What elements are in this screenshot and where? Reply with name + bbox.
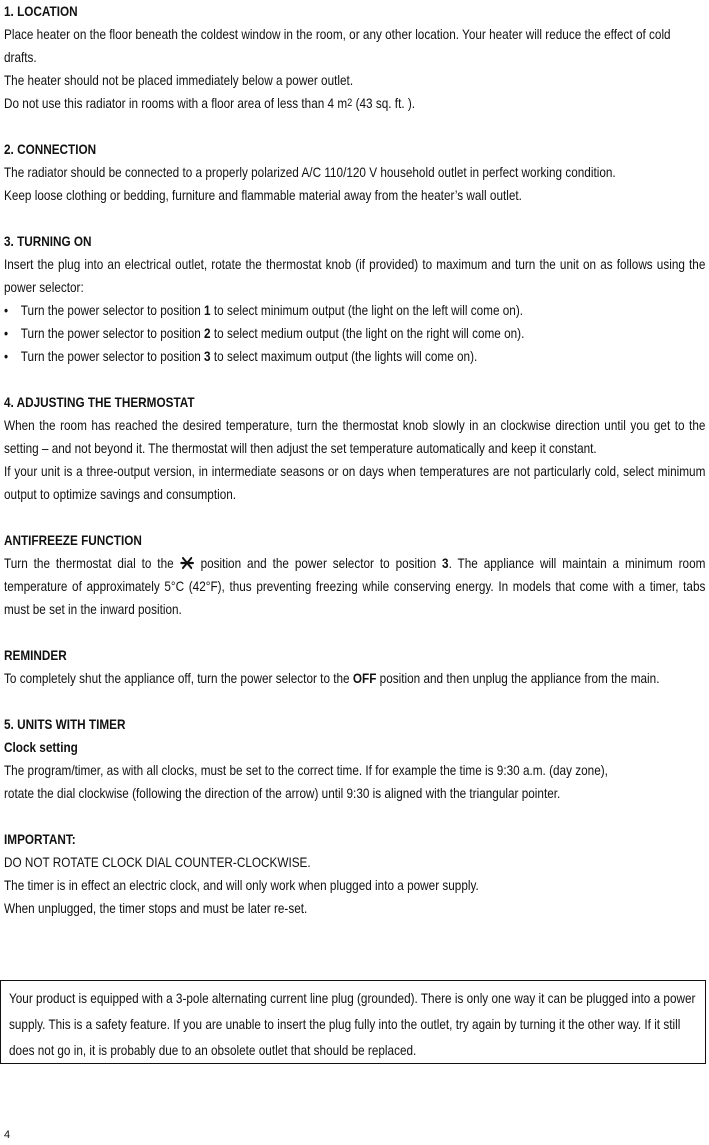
manual-body <box>4 0 705 920</box>
section-important <box>4 828 705 920</box>
text-run: to select medium output (the light on the right will come on). <box>210 325 525 341</box>
section-reminder <box>4 644 705 690</box>
paragraph: Insert the plug into an electrical outlet, rotate the thermostat knob (if provided) to maximum and turn the unit on as follows using the power selector: <box>4 256 706 295</box>
text-run: Do not use this radiator in rooms with a floor area of less than 4 m <box>4 95 348 111</box>
section-turning-on <box>4 230 705 368</box>
text-run: Turn the power selector to position <box>20 348 205 364</box>
safety-notice-box <box>0 980 706 1064</box>
text-run: . The appliance will maintain a minimum room temperature of approximately 5°C (42°F), thus preventing freezing while conserving energy. In models that come with a timer, tabs must be set in the inward position. <box>4 555 706 617</box>
section-heading: ANTIFREEZE FUNCTION <box>4 532 142 548</box>
paragraph: The heater should not be placed immediately below a power outlet. <box>4 72 354 88</box>
list-item <box>4 299 705 322</box>
text-run: Turn the thermostat dial to the <box>4 555 180 571</box>
paragraph: DO NOT ROTATE CLOCK DIAL COUNTER-CLOCKWISE. <box>4 854 311 870</box>
safety-notice-text: Your product is equipped with a 3-pole alternating current line plug (grounded). There is only one way it can be plugged into a power supply. This is a safety feature. If you are unable to insert the plug fully into the outlet, try again by turning it the other way. If it still does not go in, it is probably due to an obsolete outlet that should be replaced. <box>9 990 696 1058</box>
text-run: to select minimum output (the light on the left will come on). <box>210 302 524 318</box>
section-connection <box>4 138 705 207</box>
section-heading: 2. CONNECTION <box>4 141 97 157</box>
page-number: 4 <box>4 1129 11 1141</box>
text-run: to select maximum output (the lights will come on). <box>210 348 478 364</box>
snowflake-icon <box>180 556 195 570</box>
section-heading: 1. LOCATION <box>4 3 78 19</box>
list-item <box>4 345 705 368</box>
text-run: Turn the power selector to position <box>20 302 205 318</box>
paragraph: Place heater on the floor beneath the coldest window in the room, or any other location. Your heater will reduce the effect of cold drafts. <box>4 26 671 65</box>
superscript: 2 <box>347 97 353 109</box>
bullet-list <box>4 299 705 368</box>
list-item <box>4 322 705 345</box>
section-antifreeze <box>4 529 705 621</box>
subheading: Clock setting <box>4 739 78 755</box>
manual-page <box>4 0 706 920</box>
paragraph: When unplugged, the timer stops and must be later re-set. <box>4 900 308 916</box>
paragraph: The timer is in effect an electric clock, and will only work when plugged into a power supply. <box>4 877 479 893</box>
text-run: To completely shut the appliance off, turn the power selector to the <box>4 670 353 686</box>
paragraph: If your unit is a three-output version, in intermediate seasons or on days when temperatures are not particularly cold, select minimum output to optimize savings and consumption. <box>4 463 706 502</box>
section-location <box>4 0 705 115</box>
position-number: 3 <box>204 348 211 364</box>
paragraph: Keep loose clothing or bedding, furniture and flammable material away from the heater’s wall outlet. <box>4 187 522 203</box>
section-heading: IMPORTANT: <box>4 831 76 847</box>
paragraph: rotate the dial clockwise (following the direction of the arrow) until 9:30 is aligned with the triangular pointer. <box>4 785 561 801</box>
paragraph: When the room has reached the desired temperature, turn the thermostat knob slowly in an clockwise direction until you get to the setting – and not beyond it. The thermostat will then adjust the set temperature automatically and keep it constant. <box>4 417 706 456</box>
section-heading: 5. UNITS WITH TIMER <box>4 716 126 732</box>
section-heading: 4. ADJUSTING THE THERMOSTAT <box>4 394 195 410</box>
position-number: 1 <box>204 302 211 318</box>
paragraph <box>4 92 705 115</box>
paragraph: The program/timer, as with all clocks, must be set to the correct time. If for example the time is 9:30 a.m. (day zone), <box>4 762 608 778</box>
section-heading: 3. TURNING ON <box>4 233 92 249</box>
text-run: (43 sq. ft. ). <box>352 95 416 111</box>
text-run: position and then unplug the appliance from the main. <box>376 670 660 686</box>
off-label: OFF <box>352 670 377 686</box>
position-number: 3 <box>442 555 449 571</box>
text-run: position and the power selector to position <box>194 555 443 571</box>
position-number: 2 <box>204 325 211 341</box>
paragraph <box>4 667 705 690</box>
section-thermostat <box>4 391 705 506</box>
section-timer <box>4 713 705 805</box>
text-run: Turn the power selector to position <box>20 325 205 341</box>
paragraph <box>4 552 705 621</box>
section-heading: REMINDER <box>4 647 67 663</box>
paragraph: The radiator should be connected to a properly polarized A/C 110/120 V household outlet in perfect working condition. <box>4 164 616 180</box>
